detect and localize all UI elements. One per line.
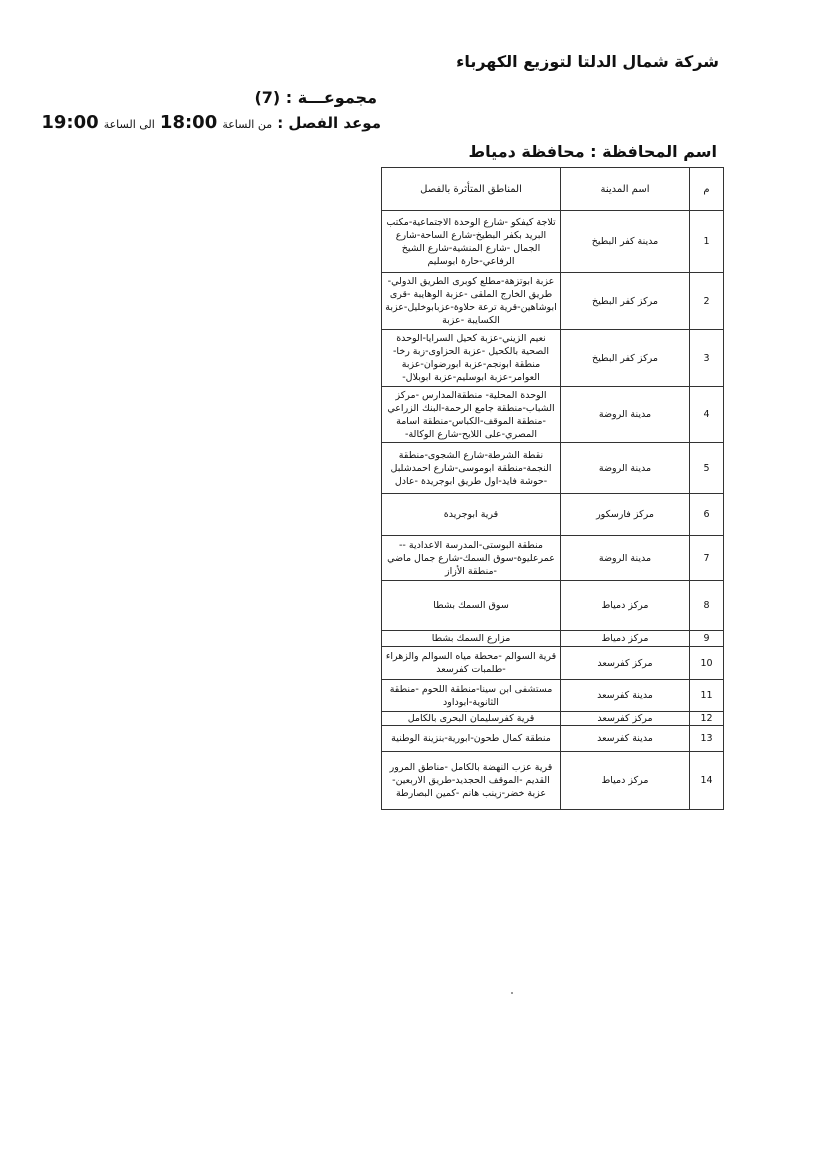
- table-body: [382, 211, 724, 810]
- from-text: من الساعة: [222, 118, 273, 131]
- header-city: اسم المدينة: [561, 168, 690, 211]
- table-row: [382, 581, 724, 631]
- table-row: [382, 680, 724, 712]
- table-row: [382, 712, 724, 726]
- row-number: 3: [690, 330, 724, 387]
- row-areas: عزبة ابوتزهة-مطلع كوبرى الطريق الدولي-طريق الخارج الملقى -عزبة الوهايبة -قرى ابوشاهين-قرية ترعة حلاوة-عزبابوخليل-عزبة الكسايبة -عزبة: [382, 273, 561, 330]
- table-row: [382, 443, 724, 494]
- company-name: شركة شمال الدلتا لتوزيع الكهرباء: [456, 52, 719, 71]
- row-number: 1: [690, 211, 724, 273]
- row-city: مدينة كفرسعد: [561, 726, 690, 752]
- row-city: مركز دمياط: [561, 631, 690, 647]
- row-city: مركز كفرسعد: [561, 712, 690, 726]
- row-number: 14: [690, 752, 724, 810]
- row-number: 7: [690, 536, 724, 581]
- table-row: [382, 536, 724, 581]
- row-areas: منطقة كمال طحون-ابورية-بنزينة الوطنية: [382, 726, 561, 752]
- row-city: مدينة الروضة: [561, 536, 690, 581]
- table-row: [382, 631, 724, 647]
- to-text: الى الساعة: [103, 118, 155, 131]
- table-row: [382, 387, 724, 443]
- row-number: 10: [690, 647, 724, 680]
- row-city: مدينة كفرسعد: [561, 680, 690, 712]
- row-city: مركز كفر البطيخ: [561, 273, 690, 330]
- row-city: مركز دمياط: [561, 752, 690, 810]
- row-areas: تلاجة كيفكو -شارع الوحدة الاجتماعية-مكتب البريد بكفر البطيخ-شارع الساحة-شارع الجمال -شارع المنشية-شارع الشيخ الرفاعي-حارة ابوسليم: [382, 211, 561, 273]
- table-row: [382, 211, 724, 273]
- scan-speck: [511, 992, 513, 994]
- to-time: 19:00: [41, 112, 99, 133]
- outage-table: [381, 167, 724, 810]
- row-areas: سوق السمك بشطا: [382, 581, 561, 631]
- table-row: [382, 494, 724, 536]
- table-row: [382, 726, 724, 752]
- group-label: مجموعـــة : (7): [254, 88, 377, 107]
- row-number: 12: [690, 712, 724, 726]
- row-city: مدينة الروضة: [561, 387, 690, 443]
- row-city: مركز فارسكور: [561, 494, 690, 536]
- row-number: 13: [690, 726, 724, 752]
- row-city: مركز كفر البطيخ: [561, 330, 690, 387]
- from-time: 18:00: [159, 112, 218, 133]
- table-row: [382, 752, 724, 810]
- row-areas: مستشفى ابن سينا-منطقة اللحوم -منطقة الثانوية-ابوداود: [382, 680, 561, 712]
- row-areas: مزارع السمك بشطا: [382, 631, 561, 647]
- row-number: 4: [690, 387, 724, 443]
- row-areas: قرية عزب النهضة بالكامل -مناطق المرور القديم -الموقف الحجديد-طريق الاربعين-عزبة خضر-زينب هانم -كمين البصارطة: [382, 752, 561, 810]
- cutoff-label: موعد الفصل :: [277, 114, 381, 132]
- row-city: مدينة الروضة: [561, 443, 690, 494]
- table-row: [382, 330, 724, 387]
- header-no: م: [690, 168, 724, 211]
- row-number: 9: [690, 631, 724, 647]
- row-areas: قرية كفرسليمان البحرى بالكامل: [382, 712, 561, 726]
- row-city: مركز كفرسعد: [561, 647, 690, 680]
- row-number: 11: [690, 680, 724, 712]
- row-city: مدينة كفر البطيخ: [561, 211, 690, 273]
- governorate-title: اسم المحافظة : محافظة دمياط: [468, 142, 717, 161]
- cutoff-time-line: [41, 112, 381, 133]
- table-header-row: [382, 168, 724, 211]
- row-areas: منطقة البوستى-المدرسة الاعدادية -- عمرعليوة-سوق السمك-شارع جمال ماضي -منطقة الأزاز: [382, 536, 561, 581]
- row-areas: نعيم الزيني-عزبة كحيل السرايا-الوحدة الصحية بالكحيل -عزبة الحزاوى-زبة رخا-منطقة ابونجم-عزبة ابورضوان-عزبة العوامر-عزبة ابوسليم-عزبة ابوبلال-: [382, 330, 561, 387]
- table-row: [382, 273, 724, 330]
- row-areas: نقطة الشرطة-شارع الشجوى-منطقة النجمة-منطقة ابوموسى-شارع احمدشلبل -حوشة فايد-اول طريق ابوجريدة -عادل: [382, 443, 561, 494]
- row-areas: الوحدة المحلية- منطقةالمدارس -مركز الشباب-منطقة جامع الرحمة-البنك الزراعي -منطقة الموقف-الكباس-منطقة اسامة المصري-على اللايح-شارع الوكالة-: [382, 387, 561, 443]
- row-areas: قرية السوالم -محطة مياه السوالم والزهراء -طلمبات كفرسعد: [382, 647, 561, 680]
- table-row: [382, 647, 724, 680]
- row-city: مركز دمياط: [561, 581, 690, 631]
- header-areas: المناطق المتأثرة بالفصل: [382, 168, 561, 211]
- row-areas: قرية ابوجريدة: [382, 494, 561, 536]
- row-number: 5: [690, 443, 724, 494]
- row-number: 6: [690, 494, 724, 536]
- row-number: 2: [690, 273, 724, 330]
- row-number: 8: [690, 581, 724, 631]
